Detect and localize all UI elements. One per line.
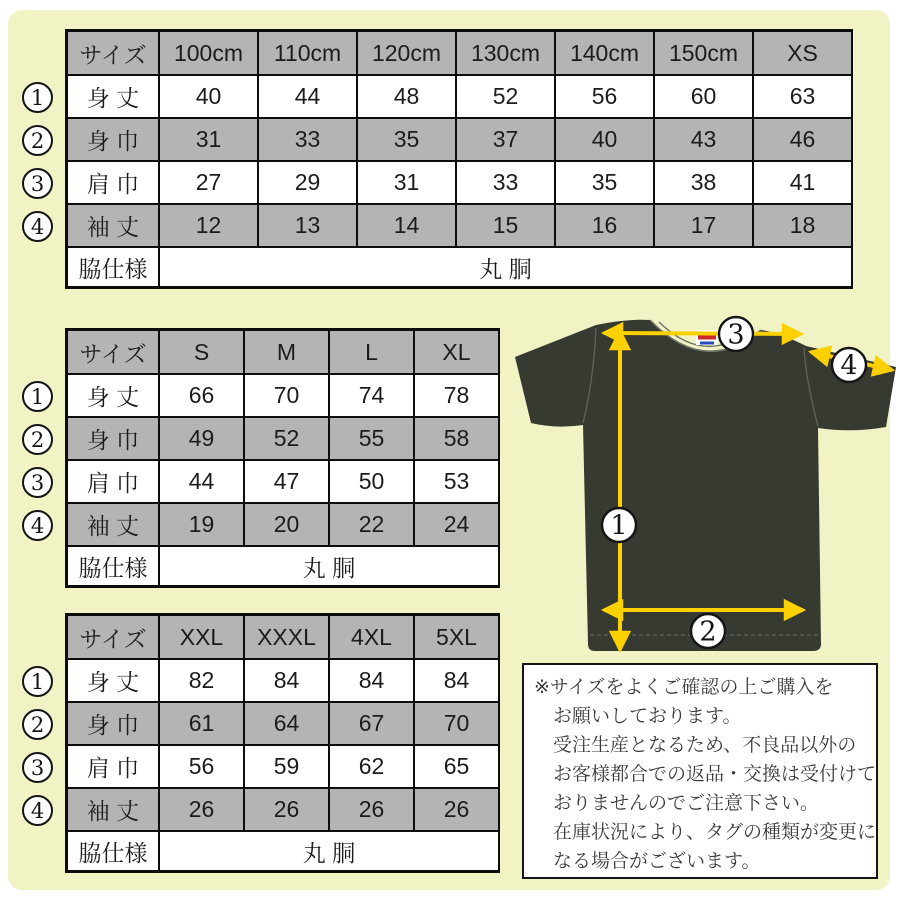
size-value: 16 <box>556 205 655 248</box>
circled-number-3 <box>719 317 753 351</box>
column-header: XXXL <box>245 613 330 660</box>
row-label: 脇仕様 <box>65 248 160 289</box>
column-header: 100cm <box>160 29 259 76</box>
size-value: 53 <box>415 461 500 504</box>
size-value: 44 <box>160 461 245 504</box>
size-value: 24 <box>415 504 500 547</box>
notice-line: なる場合がございます。 <box>553 851 761 872</box>
size-value: 26 <box>160 789 245 832</box>
size-value: 27 <box>160 162 259 205</box>
size-value: 64 <box>245 703 330 746</box>
size-value: 44 <box>259 76 358 119</box>
row-label: 脇仕様 <box>65 832 160 873</box>
size-value: 18 <box>754 205 853 248</box>
notice-line: お願いしております。 <box>553 706 742 727</box>
table-row <box>10 205 853 248</box>
size-value: 17 <box>655 205 754 248</box>
size-table-s-xl <box>10 328 500 588</box>
size-value: 40 <box>160 76 259 119</box>
row-marker-cell <box>10 547 65 588</box>
table-row <box>10 76 853 119</box>
column-header: XL <box>415 328 500 375</box>
row-marker-cell <box>10 328 65 375</box>
column-header: 140cm <box>556 29 655 76</box>
column-header: 110cm <box>259 29 358 76</box>
size-value: 48 <box>358 76 457 119</box>
size-value: 65 <box>415 746 500 789</box>
notice-line: お客様都合での返品・交換は受付けて <box>553 764 877 785</box>
size-value: 41 <box>754 162 853 205</box>
table-row <box>10 461 500 504</box>
size-value: 14 <box>358 205 457 248</box>
circled-number: 1 <box>22 82 53 113</box>
row-marker-cell <box>10 746 65 789</box>
circled-number: 1 <box>22 381 53 412</box>
row-label: 身 丈 <box>65 660 160 703</box>
size-value: 49 <box>160 418 245 461</box>
circled-number: 3 <box>22 467 53 498</box>
svg-text:1: 1 <box>610 510 628 542</box>
circled-number: 4 <box>22 510 53 541</box>
circled-number: 4 <box>22 211 53 242</box>
row-label: 肩 巾 <box>65 461 160 504</box>
table-row <box>10 119 853 162</box>
size-value: 62 <box>330 746 415 789</box>
size-value: 52 <box>245 418 330 461</box>
size-value: 58 <box>415 418 500 461</box>
column-header: S <box>160 328 245 375</box>
row-label: 脇仕様 <box>65 547 160 588</box>
circled-number: 2 <box>22 424 53 455</box>
row-marker-cell <box>10 76 65 119</box>
row-label: 袖 丈 <box>65 789 160 832</box>
circled-number: 2 <box>22 125 53 156</box>
size-table-xxl-5xl <box>10 613 500 873</box>
size-header: サイズ <box>65 29 160 76</box>
column-header: 4XL <box>330 613 415 660</box>
row-marker-cell <box>10 613 65 660</box>
column-header: 150cm <box>655 29 754 76</box>
row-marker-cell <box>10 832 65 873</box>
row-marker-cell <box>10 375 65 418</box>
column-header: 120cm <box>358 29 457 76</box>
size-value: 78 <box>415 375 500 418</box>
size-header: サイズ <box>65 613 160 660</box>
notice-line: ※サイズをよくご確認の上ご購入を <box>534 677 834 698</box>
size-value: 59 <box>245 746 330 789</box>
size-value: 40 <box>556 119 655 162</box>
size-table-kids-xs <box>10 29 853 289</box>
table-row <box>10 547 500 588</box>
size-value: 22 <box>330 504 415 547</box>
size-value: 70 <box>415 703 500 746</box>
row-label: 身 巾 <box>65 703 160 746</box>
row-marker-cell <box>10 29 65 76</box>
circled-number: 2 <box>22 709 53 740</box>
table-row <box>10 162 853 205</box>
size-value: 82 <box>160 660 245 703</box>
size-value: 26 <box>245 789 330 832</box>
size-value: 84 <box>415 660 500 703</box>
row-label: 袖 丈 <box>65 504 160 547</box>
row-marker-cell <box>10 504 65 547</box>
size-value: 56 <box>160 746 245 789</box>
row-marker-cell <box>10 119 65 162</box>
table-row <box>10 248 853 289</box>
size-value: 74 <box>330 375 415 418</box>
size-value: 15 <box>457 205 556 248</box>
size-value: 35 <box>358 119 457 162</box>
footer-value: 丸 胴 <box>160 547 500 588</box>
notice-line: 受注生産となるため、不良品以外の <box>553 735 857 756</box>
table-row <box>10 789 500 832</box>
size-value: 43 <box>655 119 754 162</box>
size-value: 19 <box>160 504 245 547</box>
circled-number-2 <box>691 614 725 648</box>
circled-number: 3 <box>22 168 53 199</box>
size-value: 31 <box>160 119 259 162</box>
size-value: 29 <box>259 162 358 205</box>
table-row <box>10 418 500 461</box>
size-value: 84 <box>330 660 415 703</box>
size-value: 33 <box>259 119 358 162</box>
footer-value: 丸 胴 <box>160 248 853 289</box>
svg-text:3: 3 <box>727 319 745 351</box>
column-header: 5XL <box>415 613 500 660</box>
table-row <box>10 29 853 76</box>
table-row <box>10 832 500 873</box>
table-row <box>10 375 500 418</box>
footer-value: 丸 胴 <box>160 832 500 873</box>
size-value: 33 <box>457 162 556 205</box>
row-marker-cell <box>10 461 65 504</box>
size-value: 31 <box>358 162 457 205</box>
row-label: 身 巾 <box>65 119 160 162</box>
size-value: 52 <box>457 76 556 119</box>
size-value: 46 <box>754 119 853 162</box>
circled-number-4 <box>832 348 866 382</box>
size-value: 61 <box>160 703 245 746</box>
row-label: 身 丈 <box>65 76 160 119</box>
circled-number: 4 <box>22 795 53 826</box>
row-label: 肩 巾 <box>65 746 160 789</box>
row-label: 身 丈 <box>65 375 160 418</box>
size-value: 66 <box>160 375 245 418</box>
purchase-notice-panel <box>522 663 878 879</box>
size-header: サイズ <box>65 328 160 375</box>
row-marker-cell <box>10 660 65 703</box>
row-marker-cell <box>10 418 65 461</box>
size-value: 26 <box>330 789 415 832</box>
row-label: 身 巾 <box>65 418 160 461</box>
circled-number: 1 <box>22 666 53 697</box>
column-header: L <box>330 328 415 375</box>
svg-text:2: 2 <box>699 616 717 648</box>
notice-line: おりませんのでご注意下さい。 <box>553 793 820 814</box>
circled-number: 3 <box>22 752 53 783</box>
row-marker-cell <box>10 162 65 205</box>
column-header: M <box>245 328 330 375</box>
notice-line: 在庫状況により、タグの種類が変更に <box>553 822 877 843</box>
row-label: 袖 丈 <box>65 205 160 248</box>
size-value: 37 <box>457 119 556 162</box>
svg-text:4: 4 <box>840 350 858 382</box>
size-value: 70 <box>245 375 330 418</box>
table-row <box>10 660 500 703</box>
table-row <box>10 746 500 789</box>
size-value: 38 <box>655 162 754 205</box>
table-row <box>10 328 500 375</box>
row-marker-cell <box>10 789 65 832</box>
tshirt-measurement-diagram <box>500 315 900 660</box>
column-header: XXL <box>160 613 245 660</box>
table-row <box>10 703 500 746</box>
shoulder-width-arrow <box>604 333 801 334</box>
size-value: 84 <box>245 660 330 703</box>
size-value: 13 <box>259 205 358 248</box>
size-value: 35 <box>556 162 655 205</box>
size-value: 12 <box>160 205 259 248</box>
size-value: 67 <box>330 703 415 746</box>
table-row <box>10 504 500 547</box>
row-label: 肩 巾 <box>65 162 160 205</box>
row-marker-cell <box>10 703 65 746</box>
row-marker-cell <box>10 248 65 289</box>
circled-number-1 <box>602 508 636 542</box>
column-header: XS <box>754 29 853 76</box>
size-value: 63 <box>754 76 853 119</box>
column-header: 130cm <box>457 29 556 76</box>
size-value: 47 <box>245 461 330 504</box>
size-value: 55 <box>330 418 415 461</box>
table-row <box>10 613 500 660</box>
size-value: 56 <box>556 76 655 119</box>
size-value: 60 <box>655 76 754 119</box>
size-value: 20 <box>245 504 330 547</box>
row-marker-cell <box>10 205 65 248</box>
size-value: 50 <box>330 461 415 504</box>
size-value: 26 <box>415 789 500 832</box>
